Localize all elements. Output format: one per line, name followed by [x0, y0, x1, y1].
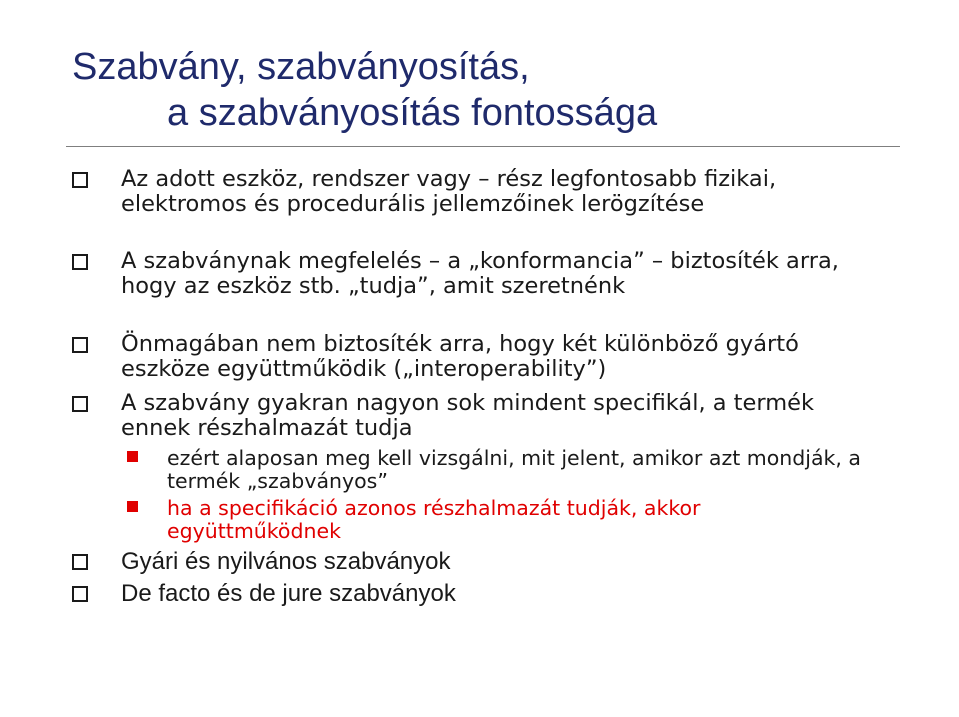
- hollow-square-icon: [72, 554, 88, 570]
- bullet-item: [72, 332, 872, 382]
- bullet-item: [72, 391, 872, 441]
- sub-bullet-item: [127, 447, 862, 493]
- bullet-text: Gyári és nyilvános szabványok: [121, 548, 451, 575]
- sub-bullet-item: [127, 497, 862, 543]
- hollow-square-icon: [72, 396, 88, 412]
- bullet-text: Az adott eszköz, rendszer vagy – rész legfontosabb fizikai, elektromos és procedurális jellemzőinek lerögzítése: [121, 166, 777, 217]
- title-line-2: a szabványosítás fontossága: [167, 92, 658, 134]
- sub-bullet-text: ezért alaposan meg kell vizsgálni, mit jelent, amikor azt mondják, a termék „szabványos”: [167, 446, 861, 493]
- filled-red-square-icon: [127, 501, 138, 512]
- title-divider: [66, 146, 900, 147]
- bullet-text: De facto és de jure szabványok: [121, 580, 456, 607]
- bullet-text: A szabványnak megfelelés – a „konformancia” – biztosíték arra, hogy az eszköz stb. „tudja”, amit szeretnénk: [121, 248, 839, 299]
- bullet-item: [72, 581, 872, 606]
- slide-title: [72, 44, 657, 136]
- hollow-square-icon: [72, 254, 88, 270]
- hollow-square-icon: [72, 337, 88, 353]
- bullet-text: A szabvány gyakran nagyon sok mindent specifikál, a termék ennek részhalmazát tudja: [121, 390, 814, 441]
- filled-red-square-icon: [127, 451, 138, 462]
- bullet-text: Önmagában nem biztosíték arra, hogy két különböző gyártó eszköze együttműködik („interoperability”): [121, 331, 799, 382]
- title-line-1: Szabvány, szabványosítás,: [72, 46, 530, 88]
- bullet-item: [72, 249, 872, 299]
- hollow-square-icon: [72, 172, 88, 188]
- bullet-item: [72, 167, 872, 217]
- sub-bullet-text: ha a specifikáció azonos részhalmazát tudják, akkor együttműködnek: [167, 496, 701, 543]
- hollow-square-icon: [72, 586, 88, 602]
- bullet-item: [72, 549, 872, 574]
